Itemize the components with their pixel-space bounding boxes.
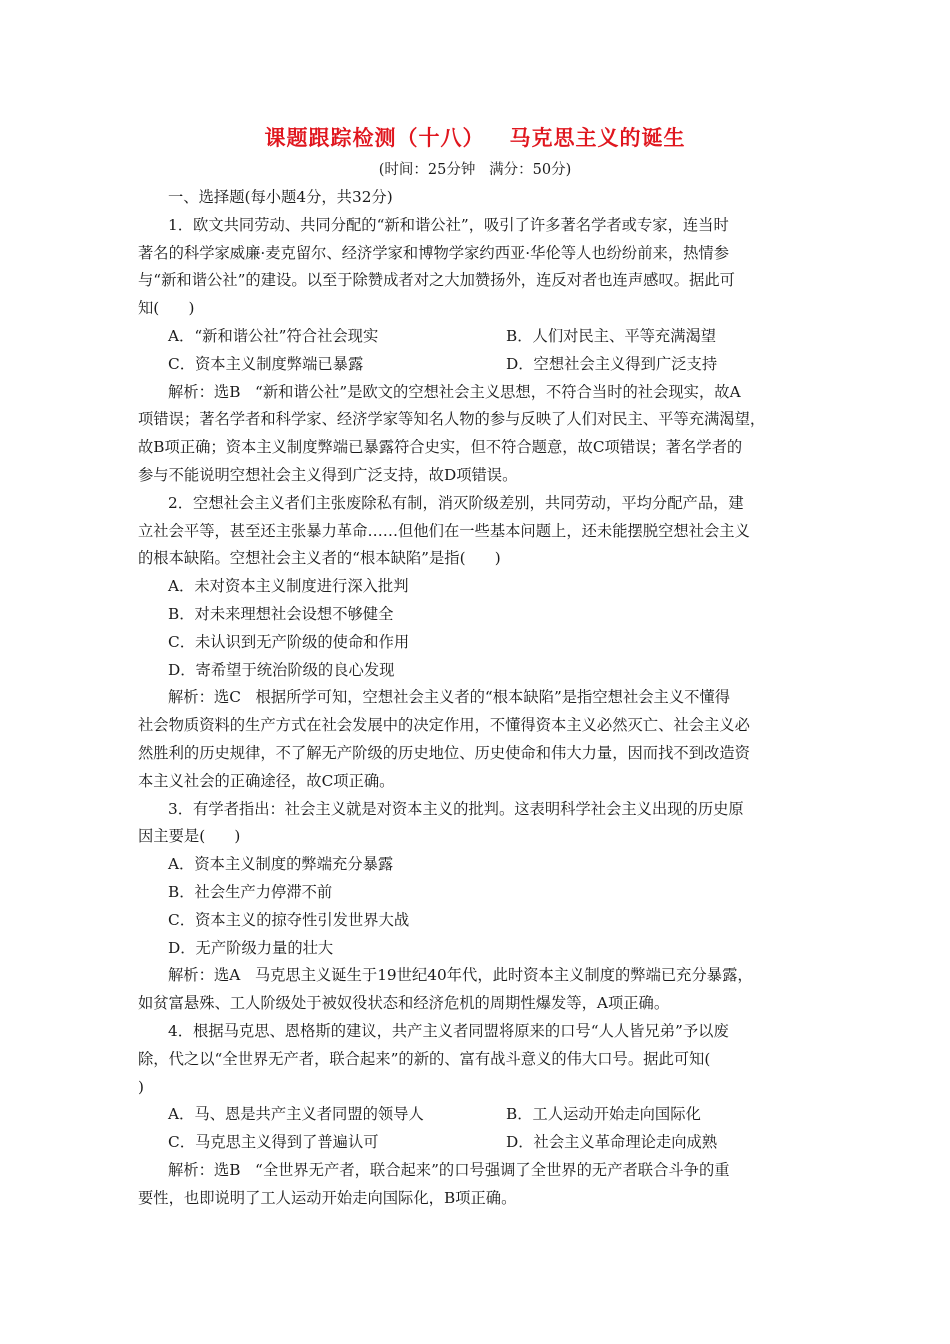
question-line: 3．有学者指出：社会主义就是对资本主义的批判。这表明科学社会主义出现的历史原 [168,799,744,818]
option-b: B．对未来理想社会设想不够健全 [168,604,394,623]
option-row [138,1129,818,1157]
option-row [138,351,818,379]
question-line: 知( ) [138,299,195,318]
question-line: 与“新和谐公社”的建设。以至于除赞成者对之大加赞扬外，连反对者也连声感叹。据此可 [138,271,735,290]
analysis-line: 解析：选A 马克思主义诞生于19世纪40年代，此时资本主义制度的弊端已充分暴露， [168,966,753,985]
option-row [138,323,818,351]
document-body [138,184,818,1212]
analysis-line: 解析：选B “新和谐公社”是欧文的空想社会主义思想，不符合当时的社会现实，故A [168,382,741,401]
option-b: B．人们对民主、平等充满渴望 [506,326,717,345]
option-row [138,1101,818,1129]
analysis-line: 参与不能说明空想社会主义得到广泛支持，故D项错误。 [138,465,518,484]
option-d: D．空想社会主义得到广泛支持 [506,354,718,373]
analysis-line: 本主义社会的正确途径，故C项正确。 [138,771,395,790]
option-d: D．寄希望于统治阶级的良心发现 [168,660,395,679]
question-line: 立社会平等，甚至还主张暴力革命……但他们在一些基本问题上，还未能摆脱空想社会主义 [138,521,750,540]
option-c: C．资本主义的掠夺性引发世界大战 [168,910,410,929]
option-c: C．马克思主义得到了普遍认可 [168,1133,379,1152]
analysis-line: 解析：选C 根据所学可知，空想社会主义者的“根本缺陷”是指空想社会主义不懂得 [168,688,731,707]
option-d: D．无产阶级力量的壮大 [168,938,334,957]
question-line: ) [138,1077,144,1096]
option-c: C．未认识到无产阶级的使命和作用 [168,632,410,651]
analysis-line: 解析：选B “全世界无产者，联合起来”的口号强调了全世界的无产者联合斗争的重 [168,1160,730,1179]
question-line: 除，代之以“全世界无产者，联合起来”的新的、富有战斗意义的伟大口号。据此可知( [138,1049,711,1068]
question-3 [138,796,818,1018]
analysis-line: 故B项正确；资本主义制度弊端已暴露符合史实，但不符合题意，故C项错误；著名学者的 [138,438,743,457]
question-line: 1．欧文共同劳动、共同分配的“新和谐公社”，吸引了许多著名学者或专家，连当时 [168,215,729,234]
section-heading: 一、选择题(每小题4分，共32分) [168,188,393,206]
option-a: A．马、恩是共产主义者同盟的领导人 [168,1105,424,1124]
question-4 [138,1018,818,1213]
analysis-line: 项错误；著名学者和科学家、经济学家等知名人物的参与反映了人们对民主、平等充满渴望， [138,410,766,429]
question-1 [138,212,818,490]
option-a: A．未对资本主义制度进行深入批判 [168,577,409,596]
question-line: 的根本缺陷。空想社会主义者的“根本缺陷”是指( ) [138,549,501,568]
page-title: 课题跟踪检测（十八） 马克思主义的诞生 [264,125,686,150]
option-d: D．社会主义革命理论走向成熟 [506,1133,718,1152]
option-a: A．资本主义制度的弊端充分暴露 [168,855,394,874]
question-2 [138,490,818,796]
option-b: B．社会生产力停滞不前 [168,882,333,901]
question-line: 4．根据马克思、恩格斯的建议，共产主义者同盟将原来的口号“人人皆兄弟”予以废 [168,1021,729,1040]
question-line: 2．空想社会主义者们主张废除私有制，消灭阶级差别，共同劳动，平均分配产品，建 [168,493,744,512]
question-line: 因主要是( ) [138,827,241,846]
analysis-line: 社会物质资料的生产方式在社会发展中的决定作用，不懂得资本主义必然灭亡、社会主义必 [138,716,750,735]
option-b: B．工人运动开始走向国际化 [506,1105,701,1124]
analysis-line: 如贫富悬殊、工人阶级处于被奴役状态和经济危机的周期性爆发等，A项正确。 [138,994,670,1013]
page-subtitle: (时间：25分钟 满分：50分) [378,162,572,178]
option-a: A．“新和谐公社”符合社会现实 [168,326,379,345]
analysis-line: 然胜利的历史规律，不了解无产阶级的历史地位、历史使命和伟大力量，因而找不到改造资 [138,743,750,762]
analysis-line: 要性，也即说明了工人运动开始走向国际化，B项正确。 [138,1188,517,1207]
option-c: C．资本主义制度弊端已暴露 [168,354,364,373]
question-line: 著名的科学家威廉·麦克留尔、经济学家和博物学家约西亚·华伦等人也纷纷前来，热情参 [138,243,730,262]
